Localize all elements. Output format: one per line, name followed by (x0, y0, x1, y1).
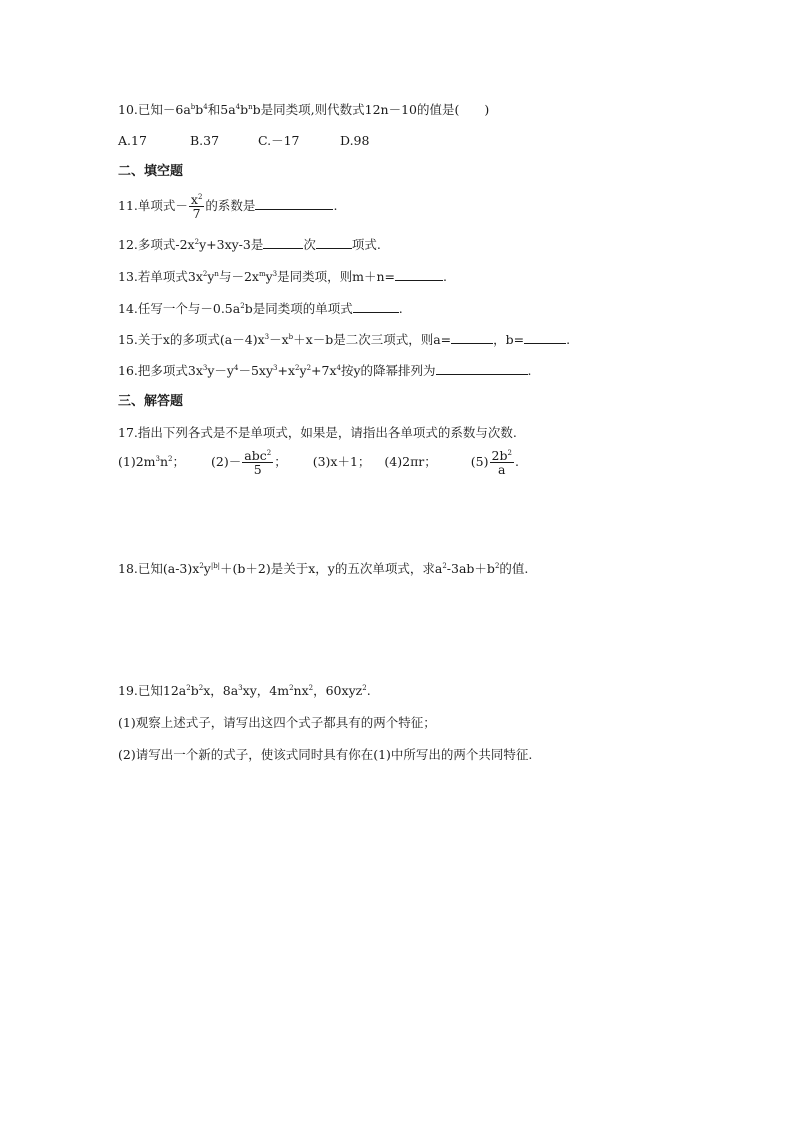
q12-text: 项式. (351, 237, 381, 252)
section-heading-fill-in: 二、填空题 (118, 164, 184, 179)
option-b: B.37 (190, 133, 220, 148)
q17-text: ； (172, 454, 186, 469)
answer-blank[interactable] (255, 197, 333, 210)
question-10-options (118, 132, 369, 150)
q17-item-3: (3)x＋1； (312, 454, 371, 469)
q10-sup: 4 (203, 103, 208, 111)
q12-sup: 2 (194, 238, 200, 246)
q15-text: 15.关于x的多项式(a－4)x (118, 332, 265, 347)
q19-text: xy，4m (242, 683, 290, 698)
fraction (490, 449, 514, 476)
denominator: 5 (253, 462, 262, 477)
question-18 (118, 560, 528, 578)
q19-text: b (190, 683, 199, 698)
q17-text: (2)－ (211, 454, 242, 469)
q19-text: . (366, 683, 371, 698)
question-14 (118, 300, 403, 318)
q12-text: y+3xy-3是 (199, 237, 264, 252)
q12-text: 次 (303, 237, 316, 252)
q13-sup: 2 (202, 270, 208, 278)
q18-sup: 2 (199, 562, 204, 570)
q16-text: 按y的降幂排列为 (340, 363, 436, 378)
q13-sup: 3 (272, 270, 278, 278)
q10-sup: b (190, 103, 196, 111)
q15-text: ＋x－b是二次三项式，则a= (293, 332, 452, 347)
q16-sup: 4 (233, 364, 239, 372)
q16-text: 16.把多项式3x (118, 363, 203, 378)
q14-sup: 2 (240, 302, 245, 310)
fraction (189, 193, 205, 220)
q11-text: . (333, 198, 338, 213)
q16-text: －5xy (238, 363, 274, 378)
q19-sup: 3 (238, 684, 243, 692)
q10-text: 和5a (207, 102, 236, 117)
q17-text: (5) (470, 454, 489, 469)
numerator: abc (244, 448, 267, 463)
q17-text: n (159, 454, 169, 469)
q18-text: y (203, 561, 211, 576)
q18-text: 18.已知(a-3)x (118, 561, 200, 576)
q10-text: b (240, 102, 249, 117)
q12-text: 12.多项式-2x (118, 237, 195, 252)
q16-sup: 2 (295, 364, 300, 372)
q10-sup: n (248, 103, 253, 111)
q17-text: . (514, 454, 519, 469)
q16-text: . (527, 363, 532, 378)
q14-text: b是同类项的单项式 (244, 301, 353, 316)
answer-blank[interactable] (316, 236, 352, 249)
q19-text: 19.已知12a (118, 683, 187, 698)
q17-text: (1)2m (118, 454, 156, 469)
q11-text: 的系数是 (205, 198, 256, 213)
q19-text: ，60xyz (313, 683, 363, 698)
answer-blank[interactable] (436, 362, 528, 375)
q17-item-4: (4)2πr； (384, 454, 437, 469)
q15-text: ，b= (493, 332, 525, 347)
question-19 (118, 682, 371, 700)
question-10 (118, 101, 489, 119)
q10-text: 10.已知－6a (118, 102, 191, 117)
q18-text: 的值. (499, 561, 529, 576)
option-a: A.17 (118, 133, 147, 148)
question-19-part-2: (2)请写出一个新的式子，使该式同时具有你在(1)中所写出的两个共同特征. (118, 747, 533, 762)
q19-text: nx (293, 683, 309, 698)
q13-sup: n (214, 270, 219, 278)
q14-text: . (398, 301, 403, 316)
question-17-items (118, 449, 519, 476)
q16-sup: 3 (202, 364, 208, 372)
answer-blank[interactable] (524, 331, 566, 344)
exponent: 2 (507, 449, 512, 457)
q13-text: 13.若单项式3x (118, 269, 203, 284)
question-13 (118, 268, 447, 286)
q13-text: y (207, 269, 215, 284)
question-12 (118, 236, 381, 254)
answer-blank[interactable] (353, 300, 399, 313)
q17-sup: 3 (155, 455, 160, 463)
q16-text: +x (277, 363, 296, 378)
q17-item-1 (118, 454, 185, 469)
numerator: x (190, 192, 198, 207)
q18-text: -3ab＋b (446, 561, 495, 576)
q18-sup: 2 (442, 562, 447, 570)
q17-text: ； (274, 454, 287, 469)
q15-sup: b (288, 333, 294, 341)
q19-sup: 2 (308, 684, 314, 692)
question-15 (118, 331, 570, 349)
q10-sup: 4 (235, 103, 241, 111)
q19-text: x，8a (203, 683, 239, 698)
q13-sup: m (258, 270, 266, 278)
numerator: 2b (491, 448, 508, 463)
q17-item-5 (470, 448, 519, 477)
section-heading-solutions: 三、解答题 (118, 394, 184, 409)
q16-text: y－y (207, 363, 234, 378)
exponent: 2 (266, 449, 272, 457)
q18-sup: 2 (494, 562, 500, 570)
q13-text: . (443, 269, 447, 284)
q19-sup: 2 (186, 684, 191, 692)
q13-text: 是同类项，则m＋n= (277, 269, 396, 284)
option-d: D.98 (340, 133, 370, 148)
q14-text: 14.任写一个与－0.5a (118, 301, 241, 316)
q15-text: . (566, 332, 571, 347)
denominator: a (497, 462, 506, 477)
q19-sup: 2 (289, 684, 294, 692)
q11-text: 11.单项式－ (118, 198, 188, 213)
q18-text: ＋(b＋2)是关于x，y的五次单项式，求a (220, 561, 443, 576)
q13-text: y (265, 269, 273, 284)
answer-blank[interactable] (263, 236, 303, 249)
denominator: 7 (192, 206, 201, 221)
question-19-part-1: (1)观察上述式子，请写出这四个式子都具有的两个特征； (118, 715, 436, 730)
q16-sup: 3 (273, 364, 278, 372)
question-16 (118, 362, 532, 380)
q15-text: －x (269, 332, 289, 347)
q17-item-2 (211, 448, 287, 477)
q10-text: b是同类项,则代数式12n－10的值是( ) (252, 102, 490, 117)
q16-text: +7x (311, 363, 337, 378)
q16-sup: 4 (336, 364, 341, 372)
q16-text: y (299, 363, 307, 378)
q13-text: 与－2x (218, 269, 259, 284)
q19-sup: 2 (362, 684, 367, 692)
exponent: 2 (197, 193, 203, 201)
answer-blank[interactable] (395, 268, 443, 281)
question-17-title: 17.指出下列各式是不是单项式，如果是，请指出各单项式的系数与次数. (118, 425, 517, 440)
answer-blank[interactable] (451, 331, 493, 344)
q19-sup: 2 (198, 684, 204, 692)
q18-sup: |b| (210, 562, 221, 570)
option-c: C.－17 (258, 133, 300, 148)
fraction (242, 449, 273, 476)
q15-sup: 3 (264, 333, 270, 341)
question-11 (118, 193, 337, 220)
q10-text: b (195, 102, 204, 117)
q17-sup: 2 (168, 455, 173, 463)
q16-sup: 2 (306, 364, 312, 372)
